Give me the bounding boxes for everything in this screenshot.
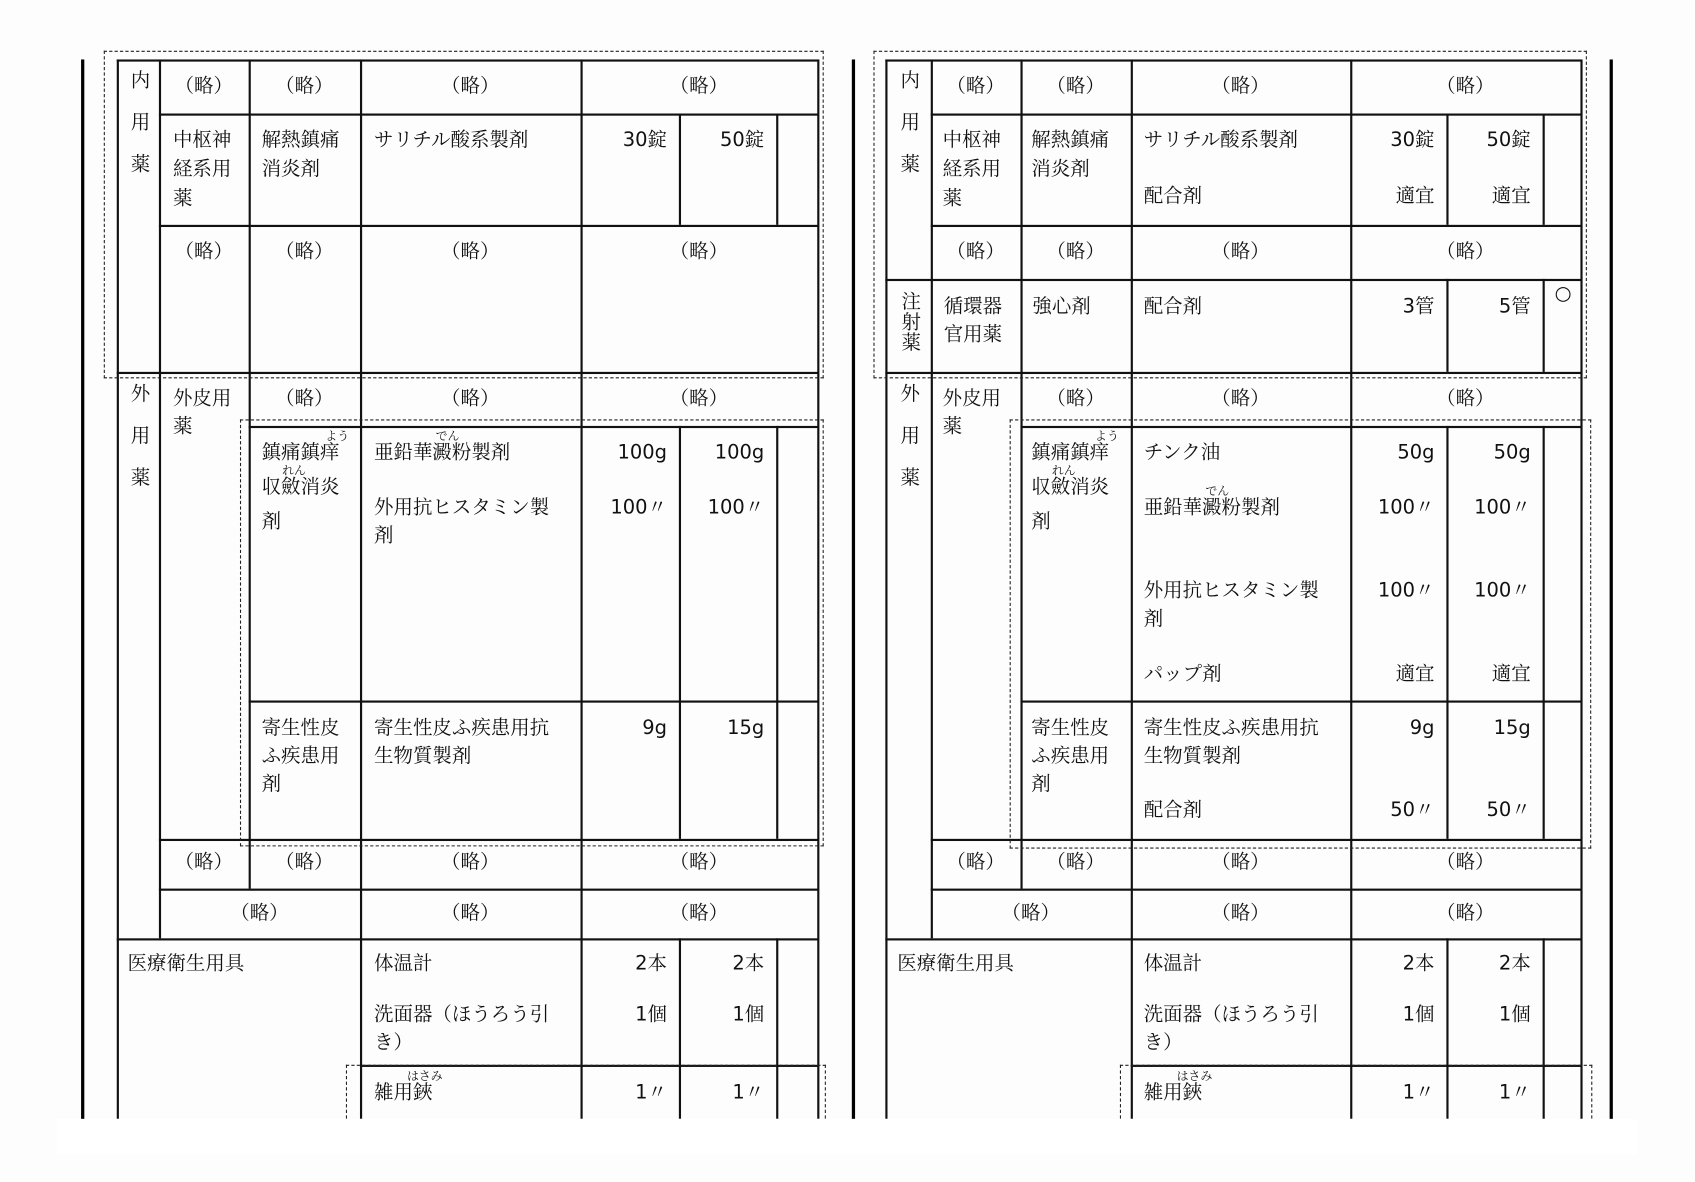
cell-text: 外用抗ヒスタミン製 [374,496,550,519]
cell-text: 解熱鎮痛 [261,128,340,152]
omitted-text: （略） [174,74,233,98]
cell-text: き） [1143,1031,1183,1054]
quantity-old: 9g [642,716,667,740]
cell-text: 寄生性皮 [261,716,340,740]
quantity-new: 50錠 [1486,128,1531,152]
quantity-old: 100〃 [610,496,667,519]
omitted-text: （略） [1436,386,1495,410]
page-bottom-margin [56,1119,1638,1155]
quantity-old: 100〃 [1377,496,1435,519]
ruby-text: よう [1095,429,1119,444]
quantity-old: 1個 [1402,1003,1435,1026]
cell-text: 薬 [172,187,193,210]
change-marker-box [104,51,824,379]
omitted-text: （略） [1436,901,1495,925]
cell-text: 亜鉛華澱粉製剤 [374,441,511,464]
quantity-old: 50g [1397,441,1435,464]
quantity-new: 100〃 [1474,496,1531,519]
cell-text: 生物質製剤 [374,744,472,768]
omitted-text: （略） [1046,239,1105,263]
quantity-new: 適宜 [1491,662,1531,686]
cell-text: 薬 [172,415,193,438]
ruby-text: でん [435,429,460,444]
cell-text: 消炎剤 [261,157,320,181]
quantity-new: 1個 [732,1003,765,1026]
omitted-text: （略） [1211,74,1270,98]
ruby-text: はさみ [1176,1069,1213,1084]
ruby-text: よう [325,429,350,444]
cell-text: 体温計 [374,952,433,976]
page-rule [852,59,855,1118]
cell-text: 中枢神 [172,128,232,152]
omitted-text: （略） [441,901,500,925]
quantity-new: 2本 [1498,952,1531,976]
cell-text: 鎮痛鎮痒 [261,441,340,464]
quantity-new: 15g [1493,716,1531,740]
category-label-external: 外用薬 [897,382,920,510]
omitted-text: （略） [174,850,233,874]
quantity-new: 15g [727,716,765,740]
circle-mark: ○ [1554,282,1572,305]
category-label-medical-supplies: 医療衛生用具 [897,952,1014,976]
omitted-text: （略） [946,74,1005,98]
cell-text: 配合剤 [1143,184,1203,208]
quantity-old: 50〃 [1390,798,1435,822]
omitted-text: （略） [1211,901,1270,925]
omitted-text: （略） [669,386,729,410]
quantity-new: 1個 [1498,1003,1531,1026]
quantity-new: 50〃 [1486,798,1531,822]
table-rule [931,889,1582,891]
omitted-text: （略） [1046,386,1105,410]
cell-text: 外用抗ヒスタミン製 [1143,579,1319,603]
omitted-text: （略） [275,386,334,410]
cell-text: 薬 [942,187,963,210]
quantity-old: 適宜 [1395,662,1435,686]
omitted-text: （略） [1211,239,1270,263]
quantity-old: 2本 [1402,952,1435,976]
cell-text: サリチル酸系製剤 [374,128,529,152]
quantity-new: 100〃 [707,496,765,519]
cell-text: 剤 [261,772,282,796]
quantity-old: 30錠 [1390,128,1435,152]
cell-text: 薬 [942,415,963,438]
quantity-old: 3管 [1402,295,1435,318]
cell-text: 収斂消炎 [261,475,340,499]
quantity-new: 適宜 [1491,184,1531,208]
page-rule [1610,59,1613,1118]
omitted-text: （略） [441,850,500,874]
omitted-text: （略） [1211,850,1270,874]
omitted-text: （略） [1436,850,1495,874]
cell-text: 経系用 [942,157,1002,181]
quantity-new: 50錠 [720,128,765,152]
quantity-old: 100〃 [1377,579,1435,603]
cell-text: 収斂消炎 [1031,475,1110,499]
quantity-old: 1〃 [635,1081,667,1104]
ruby-text: れん [282,463,306,478]
omitted-text: （略） [946,850,1005,874]
page-rule [81,59,84,1118]
table-rule [117,938,819,940]
cell-text: 配合剤 [1143,295,1203,318]
omitted-text: （略） [669,239,729,263]
omitted-text: （略） [275,74,334,98]
cell-text: 鎮痛鎮痒 [1031,441,1110,464]
omitted-text: （略） [1211,386,1270,410]
cell-text: 寄生性皮ふ疾患用抗 [1143,716,1319,740]
cell-text: 雑用鋏 [1143,1081,1203,1104]
cell-text: 洗面器（ほうろう引 [374,1003,550,1026]
quantity-old: 1個 [635,1003,667,1026]
omitted-text: （略） [1046,74,1105,98]
omitted-text: （略） [275,239,334,263]
quantity-new: 100g [714,441,765,464]
cell-text: 外皮用 [942,386,1002,410]
quantity-old: 100g [617,441,667,464]
omitted-text: （略） [946,239,1005,263]
category-label-injection: 注射薬 [898,290,922,353]
cell-text: き） [374,1031,413,1054]
omitted-text: （略） [1436,239,1495,263]
category-label-medical-supplies: 医療衛生用具 [127,952,245,976]
cell-text: 寄生性皮ふ疾患用抗 [374,716,550,740]
omitted-text: （略） [230,901,289,925]
cell-text: サリチル酸系製剤 [1143,128,1299,152]
cell-text: 官用薬 [943,323,1003,346]
omitted-text: （略） [275,850,334,874]
quantity-old: 適宜 [1395,184,1435,208]
cell-text: 外皮用 [172,386,232,410]
category-label-external: 外用薬 [127,382,151,510]
category-label-internal: 内用薬 [127,69,151,196]
omitted-text: （略） [441,74,500,98]
quantity-new: 2本 [732,952,765,976]
cell-text: 配合剤 [1143,798,1203,822]
omitted-text: （略） [669,901,729,925]
quantity-new: 100〃 [1474,579,1531,603]
quantity-new: 1〃 [1498,1081,1531,1104]
omitted-text: （略） [669,850,729,874]
omitted-text: （略） [1001,901,1060,925]
omitted-text: （略） [174,239,233,263]
quantity-new: 5管 [1498,295,1531,318]
omitted-text: （略） [669,74,729,98]
cell-text: 亜鉛華澱粉製剤 [1143,496,1280,519]
ruby-text: はさみ [406,1069,443,1084]
cell-text: 強心剤 [1032,295,1091,318]
cell-text: 寄生性皮 [1031,716,1110,740]
quantity-old: 9g [1409,716,1435,740]
omitted-text: （略） [441,386,500,410]
cell-text: 剤 [374,524,394,547]
cell-text: ふ疾患用 [1031,744,1110,768]
quantity-old: 30錠 [622,128,667,152]
cell-text: 消炎剤 [1031,157,1090,181]
omitted-text: （略） [441,239,500,263]
quantity-new: 50g [1493,441,1531,464]
cell-text: チンク油 [1143,441,1221,464]
table-rule [159,889,818,891]
cell-text: 循環器 [943,295,1003,318]
omitted-text: （略） [1436,74,1495,98]
cell-text: 中枢神 [942,128,1002,152]
cell-text: ふ疾患用 [261,744,340,768]
quantity-old: 1〃 [1402,1081,1435,1104]
cell-text: 剤 [261,510,282,533]
cell-text: 生物質製剤 [1143,744,1241,768]
cell-text: 解熱鎮痛 [1031,128,1110,152]
omitted-text: （略） [1046,850,1105,874]
ruby-text: でん [1205,484,1230,499]
table-rule [885,938,1581,940]
quantity-new: 1〃 [732,1081,765,1104]
category-label-internal: 内用薬 [897,69,920,196]
cell-text: 体温計 [1143,952,1203,976]
cell-text: 雑用鋏 [374,1081,433,1104]
cell-text: 剤 [1031,510,1051,533]
cell-text: 洗面器（ほうろう引 [1143,1003,1319,1026]
ruby-text: れん [1051,463,1076,478]
quantity-old: 2本 [635,952,667,976]
cell-text: パップ剤 [1143,662,1222,686]
cell-text: 剤 [1031,772,1051,796]
cell-text: 経系用 [172,157,232,181]
cell-text: 剤 [1143,607,1164,631]
